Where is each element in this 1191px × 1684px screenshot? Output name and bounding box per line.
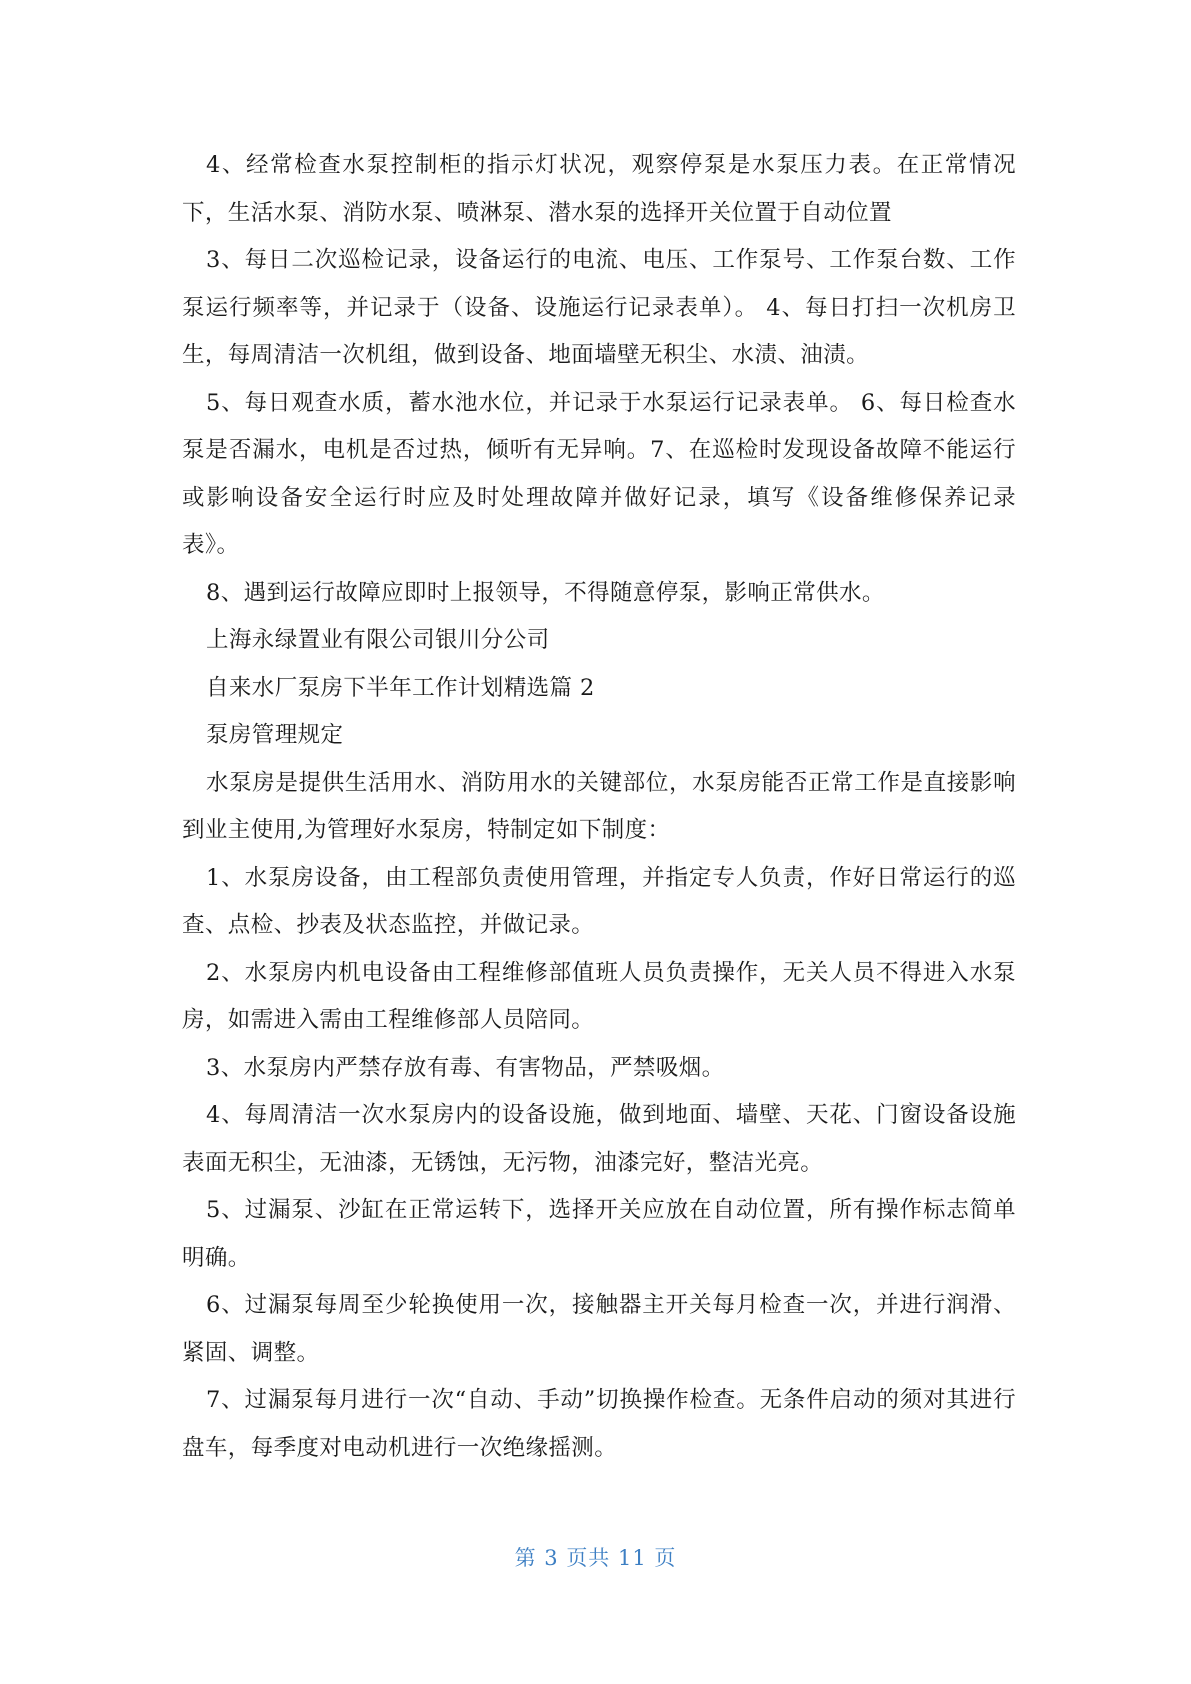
paragraph: 水泵房是提供生活用水、消防用水的关键部位，水泵房能否正常工作是直接影响到业主使用,为管理好水泵房，特制定如下制度： [182,769,1016,843]
section-heading: 泵房管理规定 [206,722,344,748]
footer-current-page: 3 [544,1546,559,1570]
page-footer [0,1544,1191,1572]
paragraph: 6、过漏泵每周至少轮换使用一次，接触器主开关每月检查一次，并进行润滑、紧固、调整。 [182,1292,1016,1366]
footer-total-pages: 11 [618,1546,647,1570]
paragraph: 2、水泵房内机电设备由工程维修部值班人员负责操作，无关人员不得进入水泵房，如需进入需由工程维修部人员陪同。 [182,959,1016,1033]
document-body [182,142,1016,1472]
paragraph: 4、经常检查水泵控制柜的指示灯状况，观察停泵是水泵压力表。在正常情况下，生活水泵、消防水泵、喷淋泵、潜水泵的选择开关位置于自动位置 [182,152,1016,226]
paragraph: 4、每周清洁一次水泵房内的设备设施，做到地面、墙壁、天花、门窗设备设施表面无积尘，无油漆，无锈蚀，无污物，油漆完好，整洁光亮。 [182,1102,1016,1176]
paragraph: 5、每日观查水质，蓄水池水位，并记录于水泵运行记录表单。 6、每日检查水泵是否漏水，电机是否过热，倾听有无异响。7、在巡检时发现设备故障不能运行或影响设备安全运行时应及时处理故障并做好记录，填写《设备维修保养记录表》。 [182,389,1016,558]
footer-label-page: 第 [514,1546,537,1570]
company-name: 上海永绿置业有限公司银川分公司 [206,627,550,653]
footer-label-of: 页共 [566,1546,611,1570]
paragraph: 7、过漏泵每月进行一次“自动、手动”切换操作检查。无条件启动的须对其进行盘车，每季度对电动机进行一次绝缘摇测。 [182,1387,1016,1461]
paragraph: 1、水泵房设备，由工程部负责使用管理，并指定专人负责，作好日常运行的巡查、点检、抄表及状态监控，并做记录。 [182,864,1016,938]
paragraph: 3、水泵房内严禁存放有毒、有害物品，严禁吸烟。 [206,1054,725,1081]
paragraph: 8、遇到运行故障应即时上报领导，不得随意停泵，影响正常供水。 [206,579,885,606]
paragraph: 3、每日二次巡检记录，设备运行的电流、电压、工作泵号、工作泵台数、工作泵运行频率等，并记录于（设备、设施运行记录表单）。 4、每日打扫一次机房卫生，每周清洁一次机组，做到设备、地面墙壁无积尘、水渍、油渍。 [182,247,1016,368]
footer-label-end: 页 [654,1546,677,1570]
section-title: 自来水厂泵房下半年工作计划精选篇 2 [206,674,595,701]
paragraph: 5、过漏泵、沙缸在正常运转下，选择开关应放在自动位置，所有操作标志简单明确。 [182,1197,1016,1271]
